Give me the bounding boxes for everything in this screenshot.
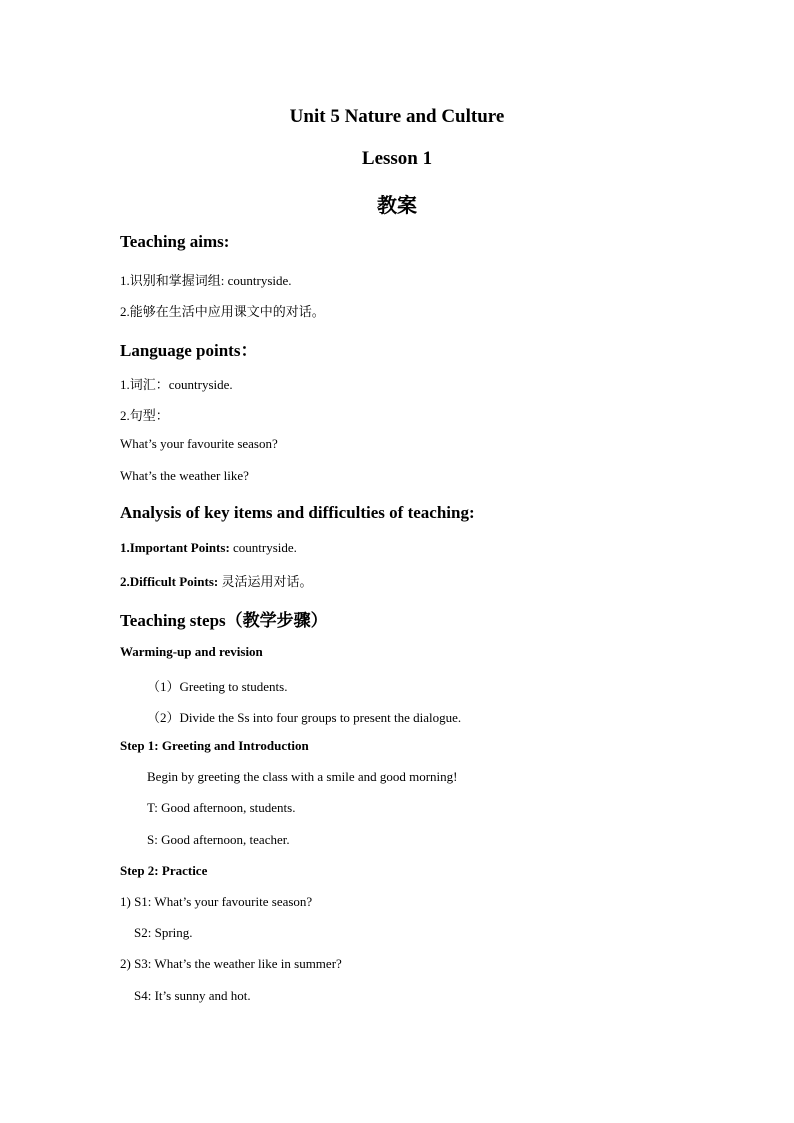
difficult-points-value: 灵活运用对话。 [218, 574, 313, 589]
step2-line: S4: It’s sunny and hot. [134, 988, 251, 1003]
step2-heading: Step 2: Practice [120, 863, 208, 878]
step1-line: S: Good afternoon, teacher. [147, 832, 290, 847]
sentence-pattern: What’s the weather like? [120, 468, 249, 483]
analysis-heading: Analysis of key items and difficulties of teaching: [120, 503, 475, 522]
step1-heading: Step 1: Greeting and Introduction [120, 738, 309, 753]
unit-title: Unit 5 Nature and Culture [289, 106, 505, 127]
important-points-line [120, 540, 297, 556]
step2-line: 1) S1: What’s your favourite season? [120, 894, 313, 909]
step1-line: Begin by greeting the class with a smile and good morning! [147, 769, 458, 784]
teaching-aim-item: 1.识别和掌握词组: countryside. [120, 273, 292, 288]
warmup-item: （1）Greeting to students. [147, 679, 288, 694]
language-points-heading: Language points： [120, 341, 258, 360]
sentence-label: 2.句型： [120, 408, 169, 423]
warmup-heading: Warming-up and revision [120, 644, 263, 659]
sentence-pattern: What’s your favourite season? [120, 436, 278, 451]
vocab-line: 1.词汇：countryside. [120, 377, 233, 392]
warmup-item: （2）Divide the Ss into four groups to present the dialogue. [147, 710, 462, 725]
step2-line: S2: Spring. [134, 925, 193, 940]
teaching-aims-heading: Teaching aims: [120, 232, 230, 251]
teaching-steps-heading: Teaching steps（教学步骤） [120, 611, 328, 630]
teaching-aim-item: 2.能够在生活中应用课文中的对话。 [120, 304, 325, 319]
important-points-label: 1.Important Points: [120, 540, 230, 555]
difficult-points-label: 2.Difficult Points: [120, 574, 219, 589]
lesson-title: Lesson 1 [361, 148, 433, 169]
important-points-value: countryside. [229, 540, 297, 555]
step1-line: T: Good afternoon, students. [147, 800, 296, 815]
difficult-points-line [120, 571, 312, 590]
step2-line: 2) S3: What’s the weather like in summer? [120, 956, 342, 971]
doc-type-title: 教案 [377, 195, 417, 217]
